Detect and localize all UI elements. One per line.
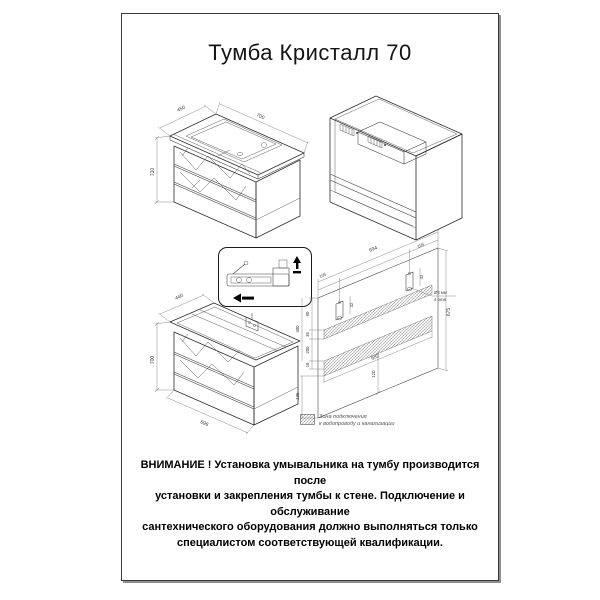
lower-drawer-lines bbox=[330, 174, 416, 228]
dim-32-left: 32 bbox=[349, 302, 354, 308]
dim-694: 694 bbox=[368, 245, 379, 254]
top-frame bbox=[170, 303, 300, 360]
legend-text bbox=[319, 414, 395, 427]
page-title: Тумба Кристалл 70 bbox=[208, 40, 412, 65]
dim-696: 696 bbox=[199, 419, 210, 429]
cabinet-body bbox=[174, 146, 300, 238]
document-page bbox=[121, 13, 499, 581]
dim-700: 700 bbox=[255, 112, 266, 122]
warning-line3: сантехнического оборудования должно выполняться только bbox=[142, 521, 478, 533]
dim-35: 35 bbox=[305, 332, 310, 337]
warning-line1: ВНИМАНИЕ ! Установка умывальника на тумбу производится после bbox=[140, 459, 480, 487]
dim-682: 682 bbox=[370, 353, 381, 362]
slide-hardware-strips bbox=[340, 124, 386, 148]
dim-105-right: 105 bbox=[416, 241, 425, 249]
dim-120: 120 bbox=[371, 370, 376, 378]
dim-135: 135 bbox=[295, 392, 300, 400]
drawing-back-isometric bbox=[302, 90, 472, 242]
dim-105-left: 105 bbox=[318, 271, 327, 279]
dim-710: 710 bbox=[150, 167, 156, 177]
holes-note-line2: 4 отв. bbox=[434, 297, 447, 302]
crystal-facet-pattern bbox=[180, 334, 244, 385]
basin-counter bbox=[170, 114, 304, 179]
dim-32-right: 32 bbox=[419, 274, 424, 280]
legend bbox=[300, 414, 395, 427]
holes-note-line1: Ø5 мм bbox=[434, 290, 447, 295]
dim-675: 675 bbox=[446, 307, 452, 317]
carcass-outline bbox=[330, 96, 462, 240]
hatch-swatch-icon bbox=[300, 414, 315, 425]
dim-400: 400 bbox=[295, 325, 300, 333]
dim-440: 440 bbox=[174, 292, 185, 302]
dim-90: 90 bbox=[305, 311, 310, 317]
legend-line2: к водопроводу и канализации bbox=[319, 420, 395, 427]
warning-line2: установки и закрепления тумбы к стене. Подключение и обслуживание bbox=[155, 490, 465, 518]
cabinet-body bbox=[174, 332, 298, 425]
dim-200: 200 bbox=[305, 346, 310, 354]
drawing-wall-mounting-template bbox=[294, 232, 470, 436]
legend-line1: Зона подключения bbox=[319, 414, 367, 420]
dim-450: 450 bbox=[176, 104, 187, 114]
dim-16: 16 bbox=[305, 362, 310, 368]
warning-text bbox=[136, 458, 484, 551]
dim-700: 700 bbox=[150, 355, 156, 365]
warning-line4: специалистом соответствующей квалификации. bbox=[177, 536, 443, 549]
drawing-carcass-isometric bbox=[144, 280, 306, 458]
drawing-front-isometric bbox=[144, 88, 312, 240]
